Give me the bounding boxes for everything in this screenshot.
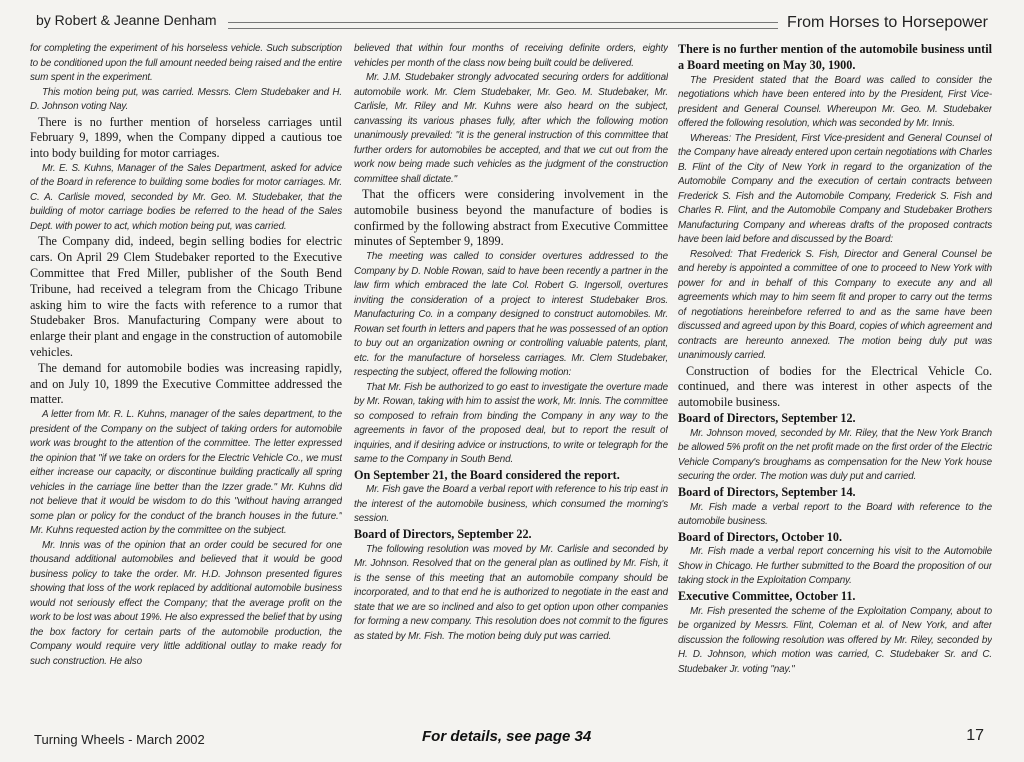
section-title: From Horses to Horsepower: [787, 14, 988, 31]
paragraph: Mr. Innis was of the opinion that an order could be secured for one thousand additional automobiles and believed that it would be good business policy to take the order. Mr. H.D. Johnson presented figures showing that loss of the work replaced by additional automobile business would not seriously effect the Company; that the average profit on the work to be lost was about 19%. He also expressed the belief that by using the box factory for certain parts of the automobile production, the Company would require very little additional outlay to make ready for such construction. He also: [30, 539, 342, 667]
paragraph: for completing the experiment of his horseless vehicle. Such subscription to be conditioned upon the full amount needed being raised and the entire sum spent in the experiment.: [30, 43, 342, 83]
column-3: [678, 42, 992, 714]
details-reference: For details, see page 34: [422, 728, 592, 745]
header-rule: [228, 22, 778, 29]
column-1: [30, 42, 342, 714]
paragraph: A letter from Mr. R. L. Kuhns, manager of the sales department, to the president of the Company on the subject of taking orders for automobile work was brought to the attention of the committee. The letter expressed the opinion that "if we take on orders for the Electric Vehicle Co., we must either increase our capacity, or discontinue building practically all spring vehicles in the carriage line better than the Izzer grade." Mr. Kuhns did not believe that it would be wisdom to do this "without having arranged some plan or policy for the conduct of the branch houses in the future." Mr. Kuhns requested action by the committee on the subject.: [30, 409, 342, 537]
byline: by Robert & Jeanne Denham: [36, 12, 217, 28]
section-heading: Board of Directors, September 12.: [678, 410, 856, 425]
section-heading: There is no further mention of the automobile business until a Board meeting on May 30, 1900.: [678, 42, 992, 72]
paragraph: Mr. Fish made a verbal report to the Board with reference to the automobile business.: [678, 501, 992, 528]
paragraph: The meeting was called to consider overtures addressed to the Company by D. Noble Rowan, said to have been recently a partner in the law firm which embraced the late Col. Robert G. Ingersoll, overtures inviting the consideration of a project to interest Studebaker Bros. Manufacturing Co. in a company designed to construct automobiles. Mr. Rowan set fourth in letters and papers that he was possessed of an option to buy out an organization owning or controlling valuable patents, plant, etc. for the manufacture of horseless carriages. Mr. Clem Studebaker, respecting the subject, offered the following motion:: [354, 251, 668, 379]
paragraph: There is no further mention of horseless carriages until February 9, 1899, when the Company dipped a cautious toe into body building for motor carriages.: [30, 114, 342, 161]
section-heading: Executive Committee, October 11.: [678, 588, 856, 603]
paragraph: Mr. Fish gave the Board a verbal report with reference to his trip east in the interest of the automobile business, which consumed the morning's session.: [354, 484, 668, 525]
paragraph: Mr. Johnson moved, seconded by Mr. Riley, that the New York Branch be allowed 5% profit on the net profit made on the first order of the Electric Vehicle Company's broughams as compensation for the New York house securing the order. The motion was duly put and carried.: [678, 427, 992, 483]
section-heading: On September 21, the Board considered the report.: [354, 467, 620, 482]
paragraph: Whereas: The President, First Vice-president and General Counsel of the Company have already entered upon certain negotiations with Charles B. Flint of the City of New York in regard to the organization of the Automobile Company and the execution of certain contracts between Frederick S. Fish and the Automobile Company, Frederick S. Fish and Charles R. Flint, and the Automobile Company and Studebaker Brothers Manufacturing Company and whereas drafts of the proposed contracts have been laid before and discussed by the Board:: [678, 132, 992, 246]
publication-info: Turning Wheels - March 2002: [34, 732, 205, 747]
paragraph: Mr. Fish presented the scheme of the Exploitation Company, about to be organized by Messrs. Flint, Coleman et al. of New York, and after discussion the following resolution was offered by Mr. Riley, seconded by H. D. Johnson, which motion was carried, C. Studebaker Sr. and C. Studebaker Jr. voting "nay.": [678, 605, 992, 675]
section-heading: Board of Directors, September 14.: [678, 484, 856, 499]
paragraph: Mr. E. S. Kuhns, Manager of the Sales Department, asked for advice of the Board in reference to building some bodies for motor carriages. Mr. C. A. Carlisle moved, seconded by Mr. Geo. M. Studebaker, that the building of motor carriage bodies be referred to the head of the Sales Dept. with power to act, which motion being put, was carried.: [30, 162, 342, 232]
section-heading: Board of Directors, October 10.: [678, 529, 843, 544]
column-2: [354, 42, 668, 714]
paragraph: Mr. Fish made a verbal report concerning his visit to the Automobile Show in Chicago. He further submitted to the Board the proposition of our taking stock in the Exploitation Company.: [678, 546, 992, 587]
paragraph: Mr. J.M. Studebaker strongly advocated securing orders for additional automobile work. Mr. Clem Studebaker, Mr. Geo. M. Studebaker, Mr. Carlisle, Mr. Riley and Mr. Kuhns were also heard on the subject, canvassing its various phases fully, after which the following motion unanimously prevailed: "it is the general instruction of this committee that further orders for automobiles be accepted, and that we cut out from the work now being made such vehicles as the judgment of the construction committee shall dictate.": [354, 72, 668, 185]
paragraph: This motion being put, was carried. Messrs. Clem Studebaker and H. D. Johnson voting Nay.: [30, 86, 342, 112]
paragraph: The following resolution was moved by Mr. Carlisle and seconded by Mr. Johnson. Resolved that on the general plan as outlined by Mr. Fish, it is the sense of this meeting that an automobile company should be incorporated, and to that end he is authorized to negotiate in the east and state that we are so inclined and also to get option upon other companies for forming a new company. This resolution does not commit to the figures as stated by Mr. Fish. The motion being duly put was carried.: [354, 543, 668, 642]
paragraph: believed that within four months of receiving definite orders, eighty vehicles per month of the class now being built could be delivered.: [354, 43, 668, 69]
paragraph: That Mr. Fish be authorized to go east to investigate the overture made by Mr. Rowan, taking with him to assist the work, Mr. Innis. The committee so composed to refrain from binding the Company in any way to the agreements in favor of the proposed deal, but to report the result of inquiries, and if desiring advice or instructions, to write or telegraph for the same to the Company in South Bend.: [354, 381, 668, 466]
paragraph: Resolved: That Frederick S. Fish, Director and General Counsel be and hereby is appointed a committee of one to proceed to New York with power for and in behalf of this Company to execute any and all agreements which may to him seem fit and proper to carry out the terms of negotiations hereinbefore referred to and as the same have been discussed and agreed upon by this Board, copies of which agreement and contracts are hereunto annexed. The motion being duly put was unanimously carried.: [678, 248, 992, 362]
paragraph: That the officers were considering involvement in the automobile business beyond the manufacture of bodies is confirmed by the following abstract from Executive Committee minutes of September 9, 1899.: [354, 187, 668, 249]
paragraph: The demand for automobile bodies was increasing rapidly, and on July 10, 1899 the Executive Committee addressed the matter.: [30, 360, 342, 407]
paragraph: The Company did, indeed, begin selling bodies for electric cars. On April 29 Clem Studebaker reported to the Executive Committee that Fred Miller, publisher of the South Bend Tribune, had received a telegram from the Chicago Tribune asking him to wire the facts with reference to a rumor that Studebaker Bros. Manufacturing Company were about to enlarge their plant and engage in the construction of automobile vehicles.: [30, 234, 342, 359]
section-heading: Board of Directors, September 22.: [354, 526, 532, 541]
paragraph: Construction of bodies for the Electrical Vehicle Co. continued, and there was interest in other aspects of the automobile business.: [678, 363, 992, 410]
page-number: 17: [966, 727, 984, 744]
paragraph: The President stated that the Board was called to consider the negotiations which have been entered into by the President, First Vice-president and General Counsel. Whereupon Mr. Geo. M. Studebaker offered the following resolution, which was seconded by Mr. Innis.: [678, 74, 992, 130]
